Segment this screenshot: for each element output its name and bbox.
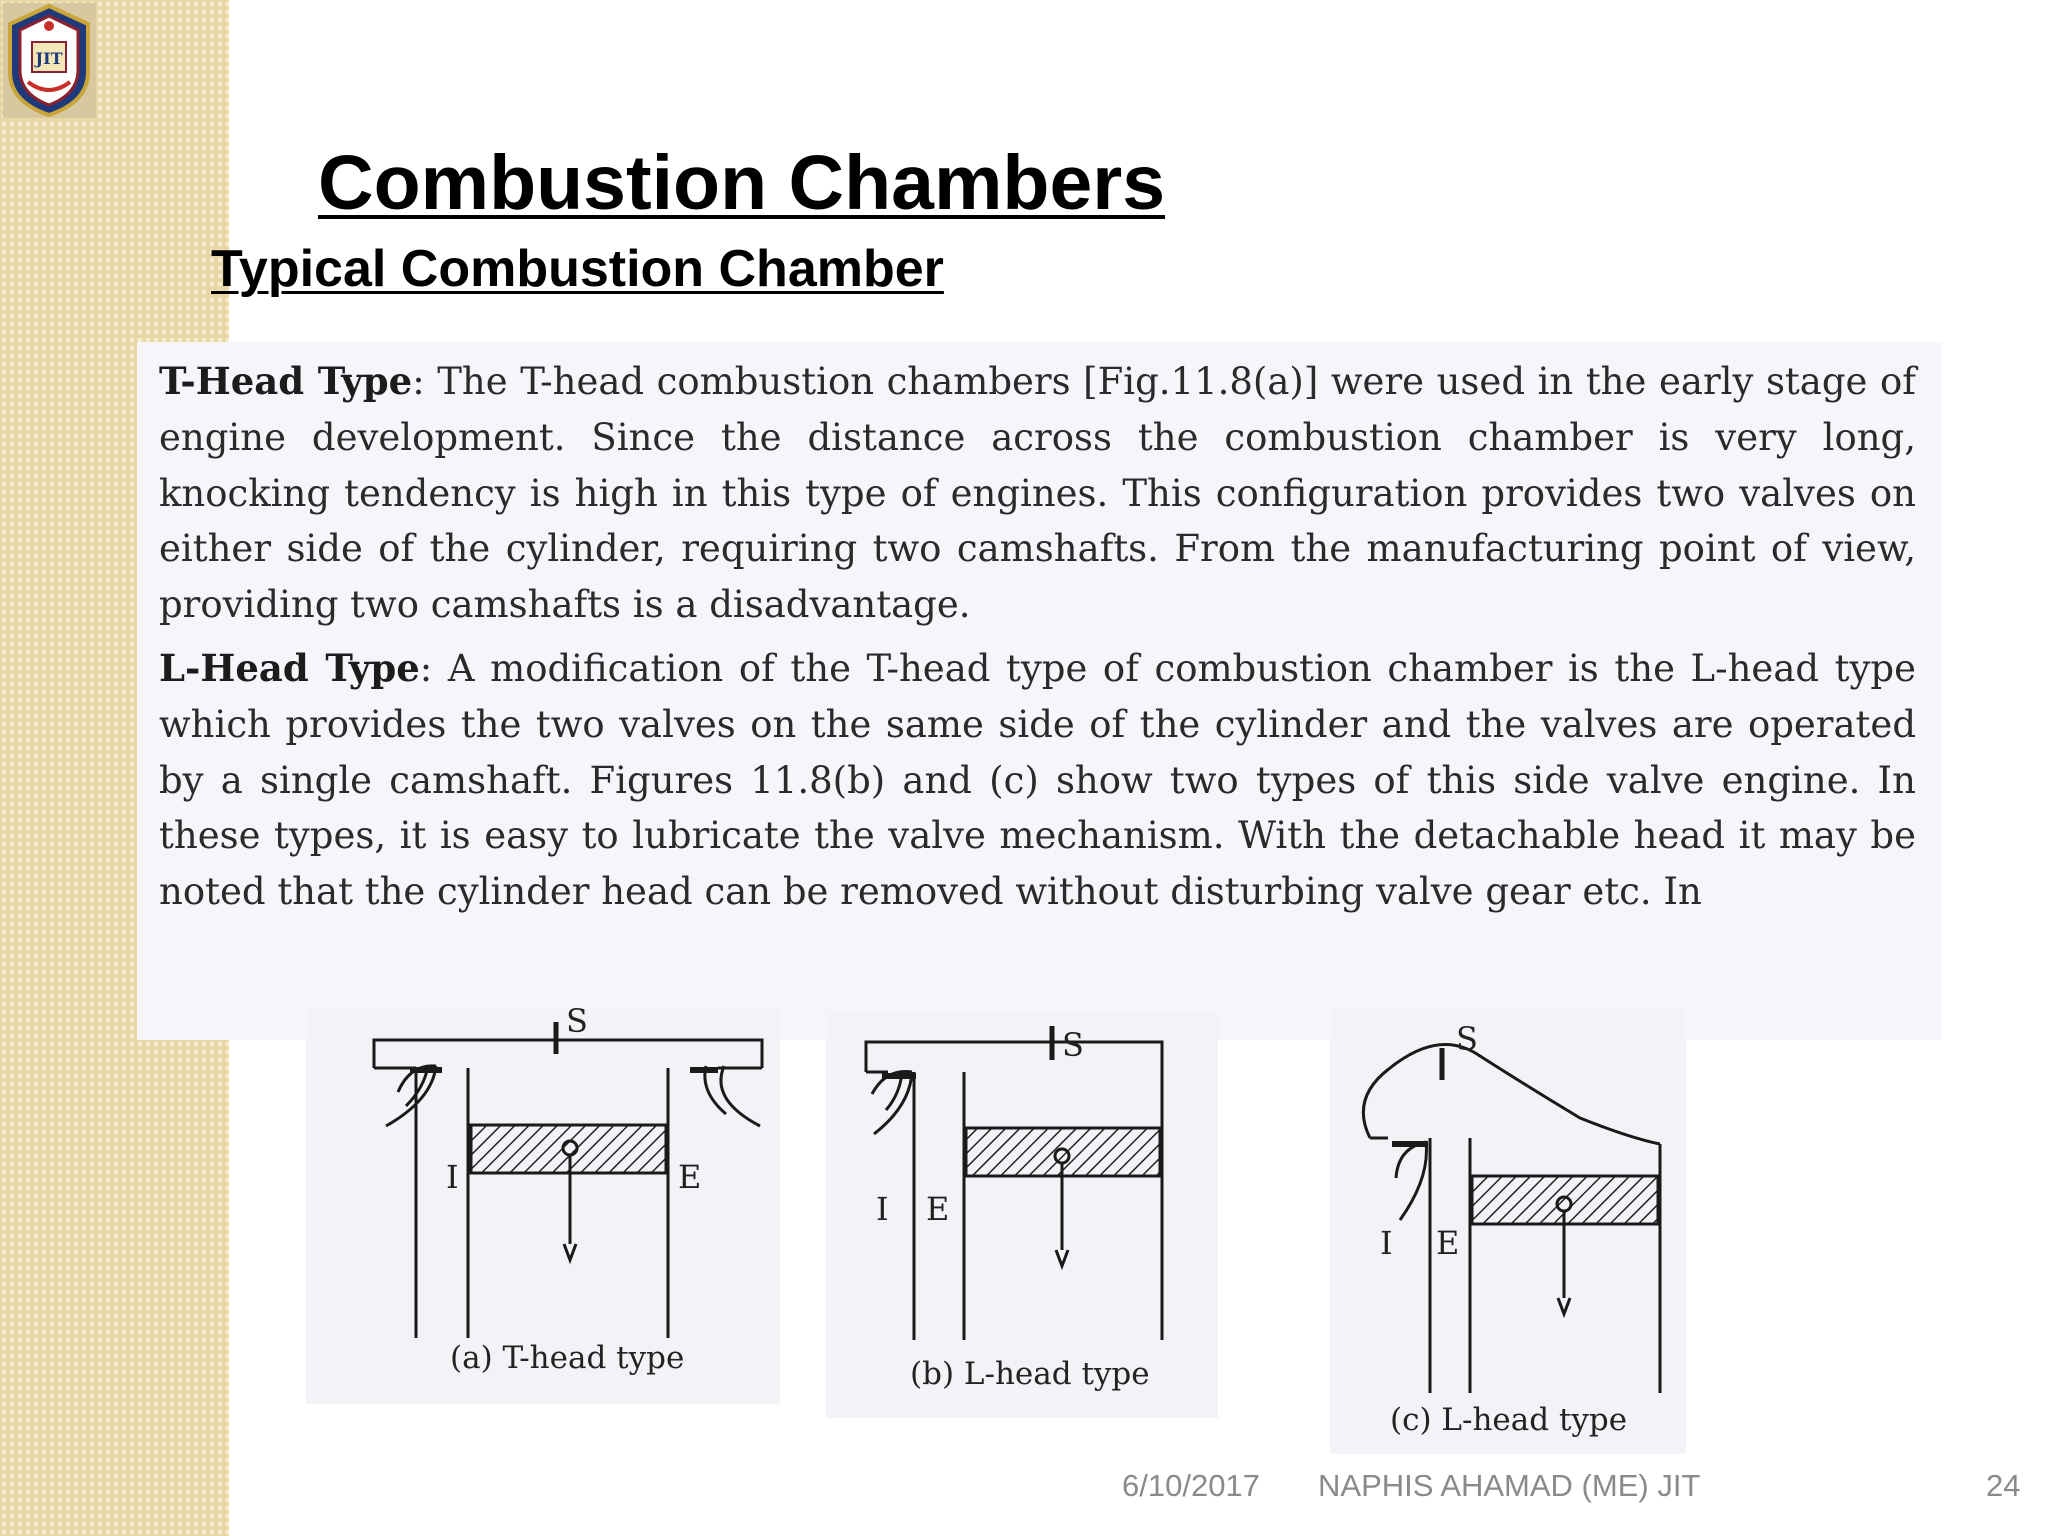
t-head-label-e: E (678, 1158, 702, 1196)
institution-logo (2, 2, 97, 119)
l-head-text: : A modification of the T-head type of combustion chamber is the L-head type which provides the two valves on the same side of the cylinder and the valves are operated by a single camshaft. Figures 11.8(b) and (c) show two types of this side valve engine. In these types, it is easy to lubricate the valve mechanism. With the detachable head it may be noted that the cylinder head can be removed without disturbing valve gear etc. In (159, 646, 1916, 914)
l-head-b-label-e: E (926, 1190, 950, 1228)
l-head-c-caption: (c) L-head type (1390, 1402, 1628, 1438)
footer-date: 6/10/2017 (1122, 1468, 1260, 1503)
svg-text:JIT: JIT (35, 49, 63, 68)
l-head-c-label-s: S (1456, 1020, 1478, 1058)
l-head-c-label-e: E (1436, 1224, 1460, 1262)
slide-title: Combustion Chambers (318, 140, 1166, 226)
t-head-label-s: S (566, 1008, 588, 1040)
figure-l-head-b (826, 1010, 1218, 1418)
l-head-b-label-i: I (876, 1190, 889, 1228)
l-head-c-diagram (1330, 1008, 1686, 1454)
t-head-paragraph (159, 354, 1916, 633)
t-head-text: : The T-head combustion chambers [Fig.11.8(a)] were used in the early stage of engine development. Since the distance across the combustion chamber is very long, knocking tendency is high in this type of engines. This configuration provides two valves on either side of the cylinder, requiring two camshafts. From the manufacturing point of view, providing two camshafts is a disadvantage. (159, 360, 1916, 627)
figure-t-head (306, 1008, 780, 1404)
scanned-text-panel (137, 342, 1942, 1040)
t-head-heading: T-Head Type (159, 359, 413, 403)
l-head-heading: L-Head Type (159, 645, 420, 690)
l-head-b-label-s: S (1062, 1026, 1084, 1064)
t-head-caption: (a) T-head type (450, 1340, 685, 1376)
footer-author: NAPHIS AHAMAD (ME) JIT (1318, 1468, 1701, 1503)
footer-page-number: 24 (1986, 1468, 2021, 1503)
l-head-paragraph (159, 641, 1916, 920)
t-head-label-i: I (446, 1158, 459, 1196)
l-head-c-label-i: I (1380, 1224, 1393, 1262)
figure-l-head-c (1330, 1008, 1686, 1454)
slide-subtitle: Typical Combustion Chamber (211, 240, 944, 298)
l-head-b-caption: (b) L-head type (910, 1356, 1150, 1392)
